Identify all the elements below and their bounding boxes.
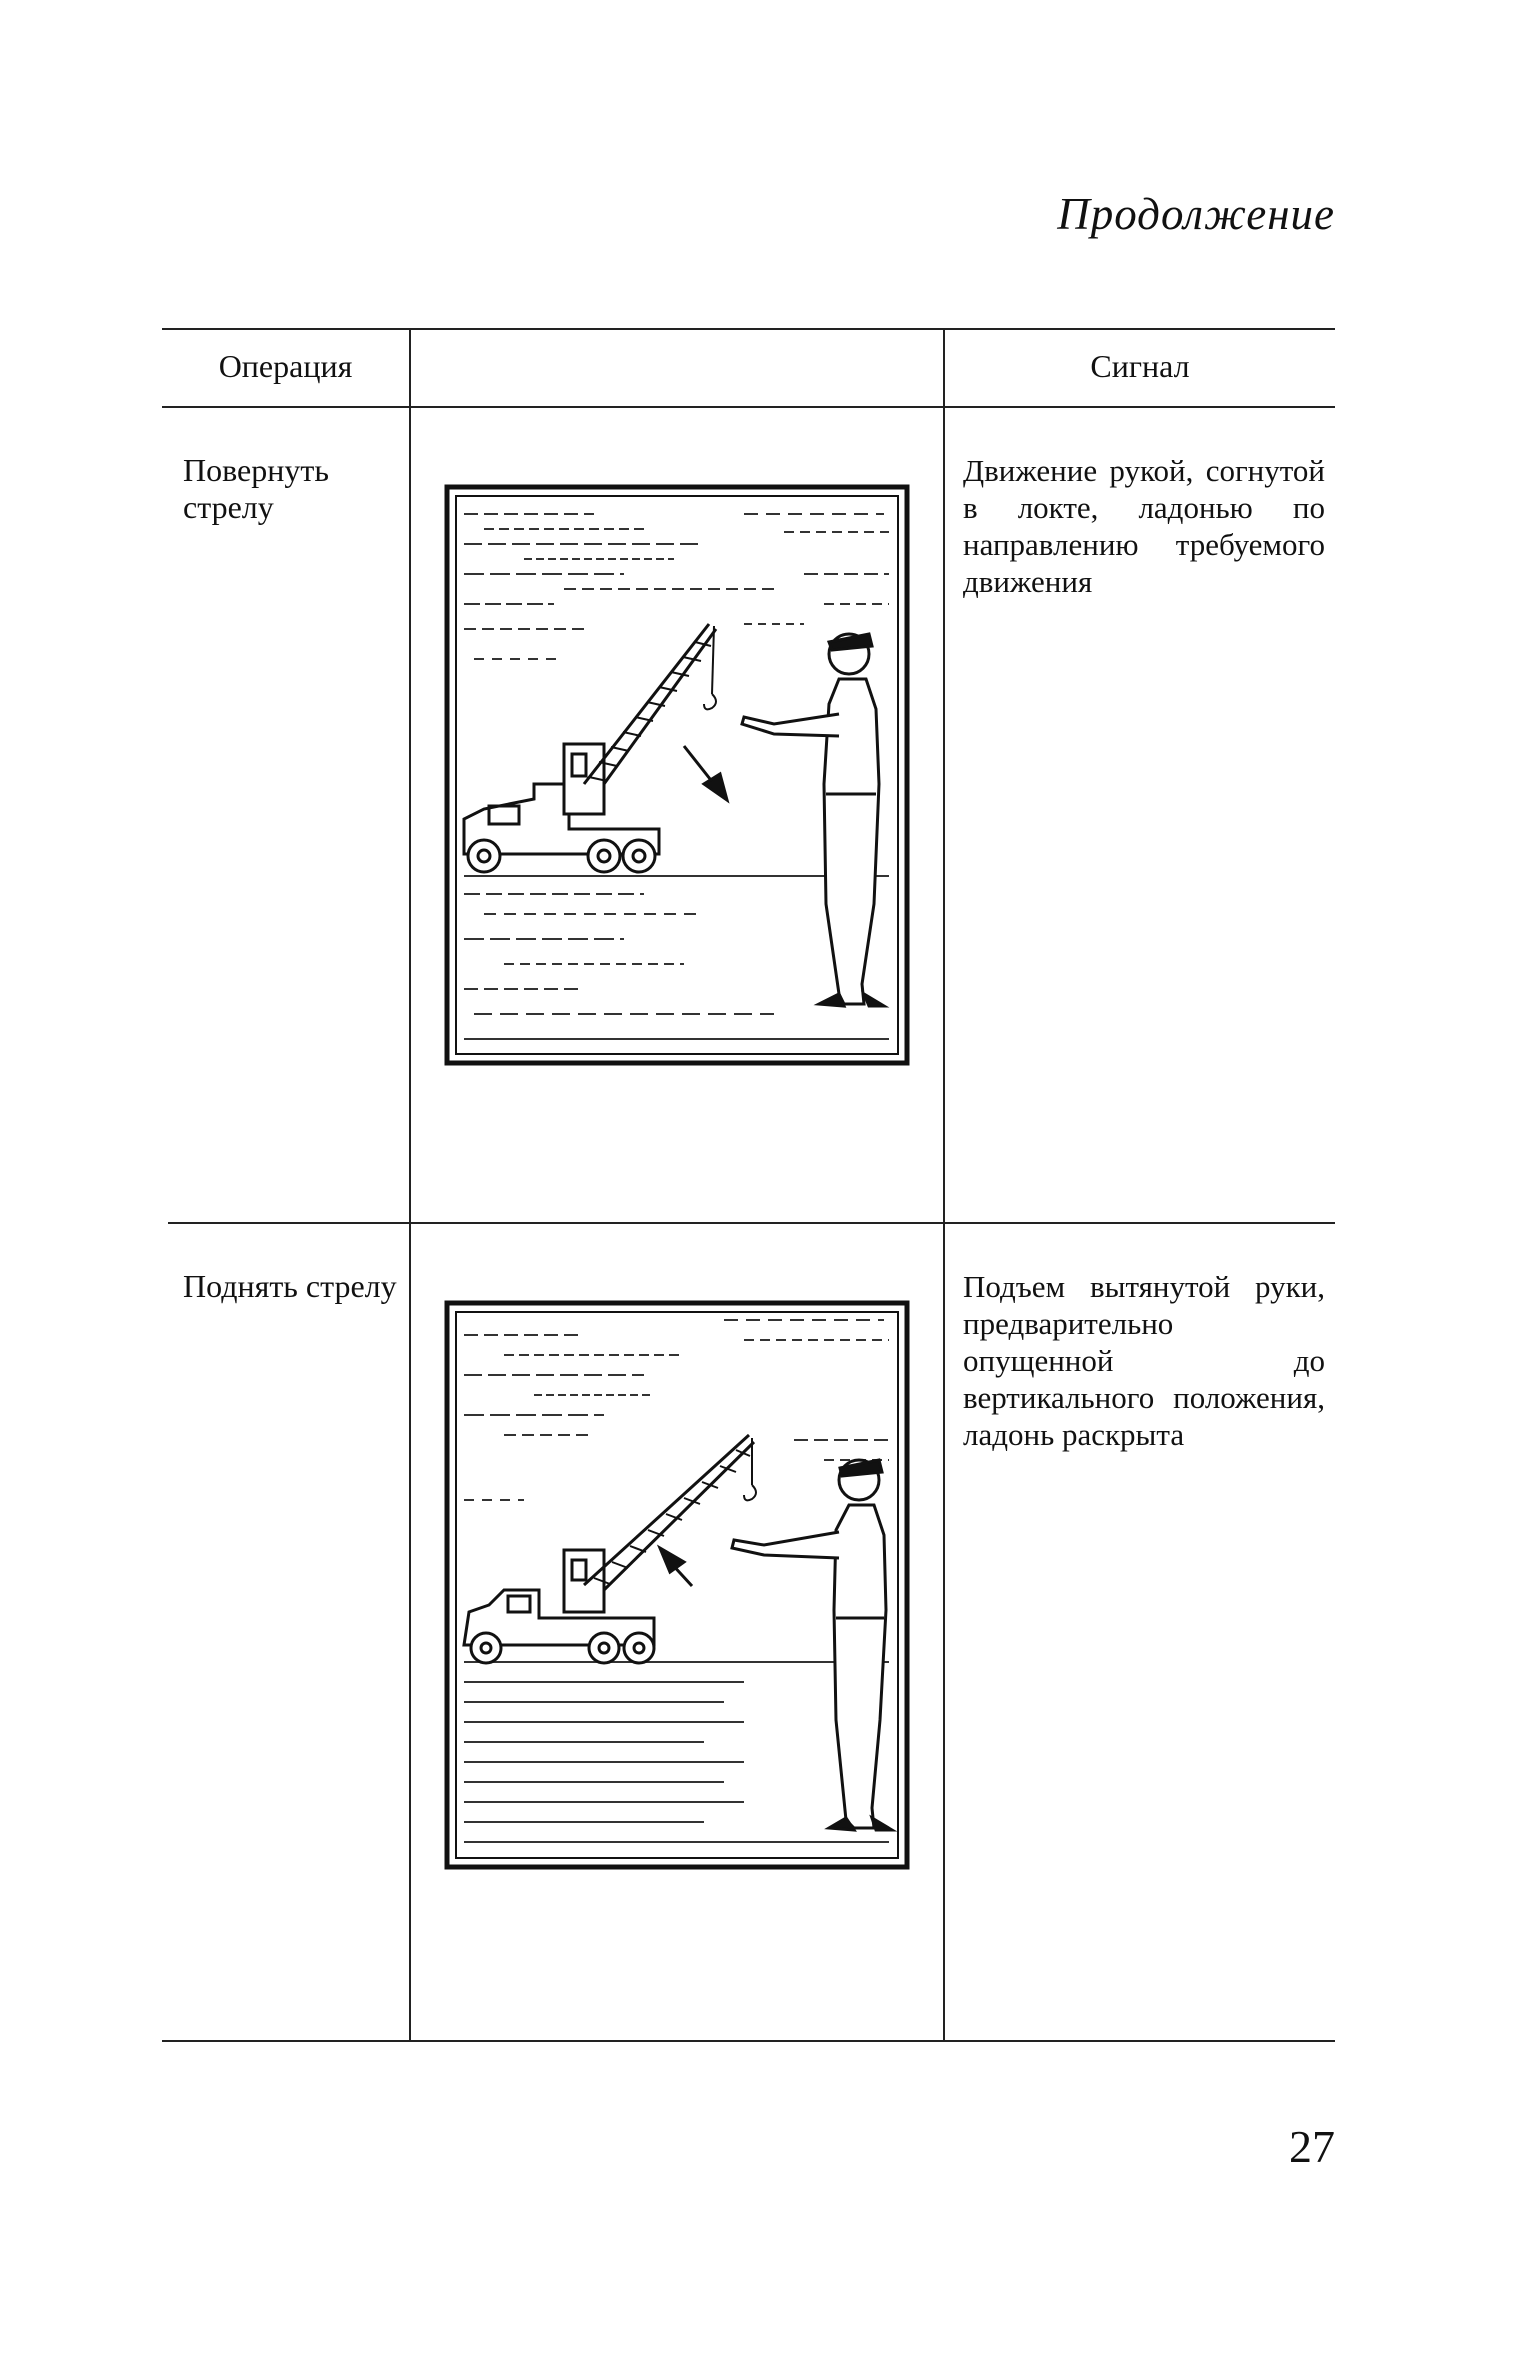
page-number: 27 <box>1289 2121 1335 2172</box>
continuation-heading: Продолжение <box>1057 189 1335 239</box>
table-header-rule <box>162 406 1335 408</box>
signal-description-turn-boom: Движение рукой, согнутой в локте, ладонью по направлению требуемого движения <box>963 453 1325 599</box>
direction-arrow <box>684 746 727 800</box>
operation-label-raise-boom: Поднять стрелу <box>183 1268 397 1304</box>
sky-hatching <box>464 514 889 659</box>
operation-label-turn-boom: Повернуть стрелу <box>183 452 329 525</box>
table-top-rule <box>162 328 1335 330</box>
sky-hatching <box>464 1320 889 1500</box>
signal-description-raise-boom: Подъем вытянутой руки, предварительно опущенной до вертикального положения, ладонь раскрыта <box>963 1269 1325 1452</box>
table-column-divider-right <box>943 328 945 2041</box>
crane-turn-boom-illustration <box>444 484 910 1066</box>
table-column-divider-left <box>409 328 411 2041</box>
direction-arrow <box>660 1548 692 1586</box>
table-row-divider <box>168 1222 1335 1224</box>
crane-raise-boom-illustration <box>444 1300 910 1870</box>
ground-hatching <box>464 1662 889 1842</box>
signalman <box>732 1460 892 1830</box>
column-header-signal: Сигнал <box>1090 348 1190 384</box>
truck-crane <box>464 1435 756 1663</box>
truck-crane <box>464 624 716 872</box>
table-bottom-rule <box>162 2040 1335 2042</box>
column-header-operation: Операция <box>218 348 353 384</box>
signalman <box>742 634 884 1006</box>
